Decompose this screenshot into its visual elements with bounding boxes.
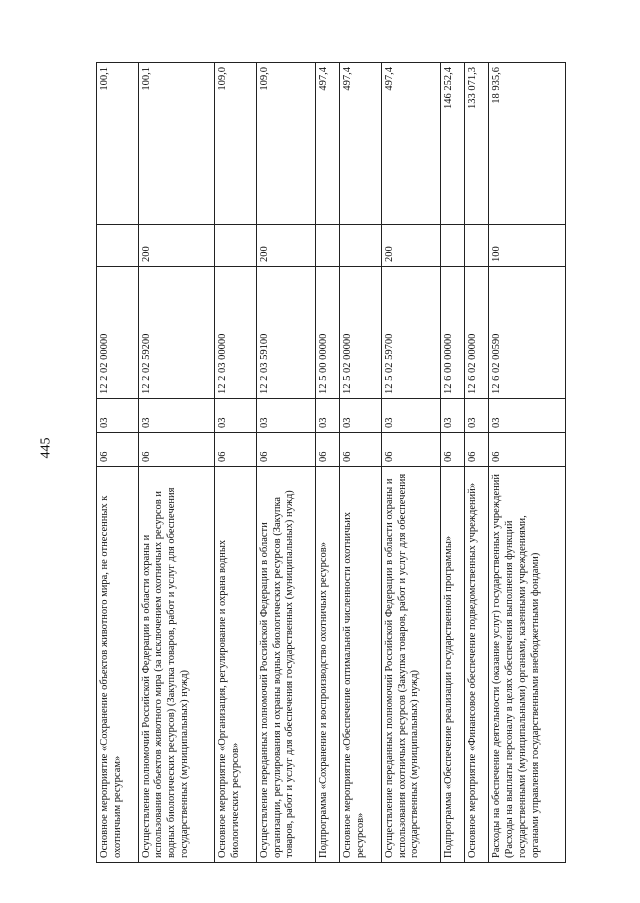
target-article-code-cell: 12 6 00 00000 — [440, 267, 464, 399]
budget-table-body — [97, 63, 566, 863]
amount-cell: 146 252,4 — [440, 63, 464, 225]
item-name-cell: Осуществление полномочий Российской Федерации в области охраны и использования объектов животного мира (за исключением охотничьих ресурсов и водных биологических ресурсов) (Закупка товаров, работ и услуг для обеспечения государственных (муниципальных) нужд) — [138, 467, 215, 863]
amount-cell: 100,1 — [97, 63, 139, 225]
expense-type-code-cell: 200 — [381, 225, 440, 267]
target-article-code-cell: 12 2 02 00000 — [97, 267, 139, 399]
table-row — [138, 63, 215, 863]
target-article-code-cell: 12 2 03 00000 — [215, 267, 257, 399]
item-name-cell: Подпрограмма «Сохранение и воспроизводство охотничьих ресурсов» — [315, 467, 339, 863]
amount-cell: 497,4 — [381, 63, 440, 225]
amount-cell: 133 071,3 — [465, 63, 489, 225]
budget-table — [96, 62, 566, 863]
expense-type-code-cell — [97, 225, 139, 267]
subsection-code-cell: 03 — [489, 399, 566, 433]
subsection-code-cell: 03 — [97, 399, 139, 433]
section-code-cell: 06 — [215, 433, 257, 467]
item-name-cell: Осуществление переданных полномочий Российской Федерации в области организации, регулирования и охраны водных биологических ресурсов (Закупка товаров, работ и услуг для обеспечения государственных (муниципальных) нужд) — [256, 467, 315, 863]
amount-cell: 109,0 — [215, 63, 257, 225]
target-article-code-cell: 12 5 02 00000 — [340, 267, 382, 399]
expense-type-code-cell: 200 — [138, 225, 215, 267]
expense-type-code-cell — [315, 225, 339, 267]
section-code-cell: 06 — [489, 433, 566, 467]
subsection-code-cell: 03 — [138, 399, 215, 433]
table-row — [381, 63, 440, 863]
target-article-code-cell: 12 6 02 00000 — [465, 267, 489, 399]
item-name-cell: Расходы на обеспечение деятельности (оказание услуг) государственных учреждений (Расходы на выплаты персоналу в целях обеспечения выполнения функций государственными (муниципальными) органами, казенными учреждениями, органами управления государственными внебюджетными фондами) — [489, 467, 566, 863]
target-article-code-cell: 12 5 00 00000 — [315, 267, 339, 399]
item-name-cell: Основное мероприятие «Сохранение объектов животного мира, не отнесенных к охотничьим ресурсам» — [97, 467, 139, 863]
expense-type-code-cell — [340, 225, 382, 267]
amount-cell: 18 935,6 — [489, 63, 566, 225]
subsection-code-cell: 03 — [440, 399, 464, 433]
table-row — [340, 63, 382, 863]
amount-cell: 100,1 — [138, 63, 215, 225]
amount-cell: 109,0 — [256, 63, 315, 225]
target-article-code-cell: 12 6 02 00590 — [489, 267, 566, 399]
section-code-cell: 06 — [440, 433, 464, 467]
item-name-cell: Осуществление переданных полномочий Российской Федерации в области охраны и использования охотничьих ресурсов (Закупка товаров, работ и услуг для обеспечения государственных (муниципальных) нужд) — [381, 467, 440, 863]
item-name-cell: Основное мероприятие «Организация, регулирование и охрана водных биологических ресурсов» — [215, 467, 257, 863]
item-name-cell: Основное мероприятие «Обеспечение оптимальной численности охотничьих ресурсов» — [340, 467, 382, 863]
section-code-cell: 06 — [315, 433, 339, 467]
section-code-cell: 06 — [465, 433, 489, 467]
rotated-page-content — [96, 63, 566, 863]
page-number: 445 — [38, 437, 54, 459]
section-code-cell: 06 — [138, 433, 215, 467]
expense-type-code-cell — [215, 225, 257, 267]
section-code-cell: 06 — [97, 433, 139, 467]
target-article-code-cell: 12 2 02 59200 — [138, 267, 215, 399]
subsection-code-cell: 03 — [256, 399, 315, 433]
subsection-code-cell: 03 — [381, 399, 440, 433]
section-code-cell: 06 — [381, 433, 440, 467]
subsection-code-cell: 03 — [465, 399, 489, 433]
table-row — [315, 63, 339, 863]
table-row — [465, 63, 489, 863]
section-code-cell: 06 — [256, 433, 315, 467]
table-row — [440, 63, 464, 863]
section-code-cell: 06 — [340, 433, 382, 467]
expense-type-code-cell — [440, 225, 464, 267]
expense-type-code-cell: 200 — [256, 225, 315, 267]
amount-cell: 497,4 — [315, 63, 339, 225]
item-name-cell: Основное мероприятие «Финансовое обеспечение подведомственных учреждений» — [465, 467, 489, 863]
item-name-cell: Подпрограмма «Обеспечение реализации государственной программы» — [440, 467, 464, 863]
expense-type-code-cell — [465, 225, 489, 267]
table-row — [489, 63, 566, 863]
expense-type-code-cell: 100 — [489, 225, 566, 267]
target-article-code-cell: 12 2 03 59100 — [256, 267, 315, 399]
subsection-code-cell: 03 — [340, 399, 382, 433]
table-row — [215, 63, 257, 863]
subsection-code-cell: 03 — [215, 399, 257, 433]
table-row — [97, 63, 139, 863]
table-row — [256, 63, 315, 863]
subsection-code-cell: 03 — [315, 399, 339, 433]
amount-cell: 497,4 — [340, 63, 382, 225]
target-article-code-cell: 12 5 02 59700 — [381, 267, 440, 399]
